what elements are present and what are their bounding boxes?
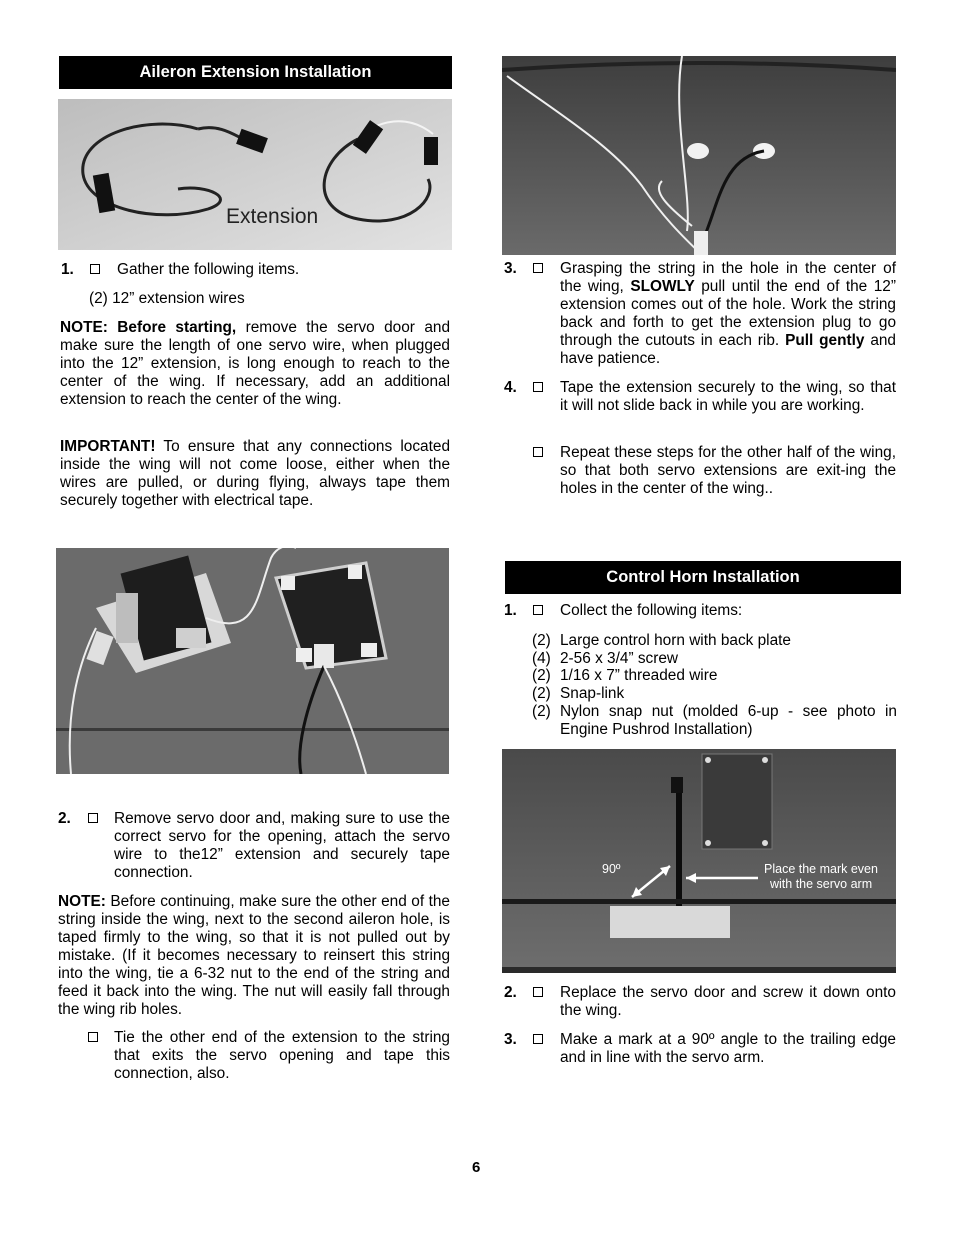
item-quantity: (2) bbox=[532, 703, 551, 720]
section-header-aileron-extension: Aileron Extension Installation bbox=[59, 56, 452, 89]
step-text-part-b: pull until the end of the 12” extension comes out of the hole. Work the string back and forth to get the extension plug to go through the cutouts in each rib. bbox=[560, 278, 896, 349]
important-label: IMPORTANT! bbox=[60, 438, 156, 455]
important-text: To ensure that any connections located inside the wing will not come loose, either when the wires are pulled, or during flying, always tape them securely together with electrical tape. bbox=[60, 438, 451, 509]
aileron-step-1 bbox=[61, 261, 451, 281]
checkbox-icon[interactable] bbox=[88, 810, 98, 828]
item-text: 1/16 x 7” threaded wire bbox=[560, 667, 718, 684]
servo-connection-photo bbox=[56, 548, 449, 774]
step-text: Replace the servo door and screw it down onto the wing. bbox=[560, 984, 896, 1019]
item-text: Large control horn with back plate bbox=[560, 632, 791, 649]
step-text-part-c: and have patience. bbox=[560, 332, 896, 367]
step-text: Collect the following items: bbox=[560, 602, 743, 619]
checkbox-icon[interactable] bbox=[533, 260, 543, 278]
item-text: 2-56 x 3/4” screw bbox=[560, 650, 679, 667]
note-label: NOTE: bbox=[58, 893, 106, 910]
checkbox-icon[interactable] bbox=[533, 379, 543, 397]
note-text: Before continuing, make sure the other end of the string inside the wing, next to the second aileron hole, is taped firmly to the wing, so that it is not pulled out by mistake. (If it becomes necessary to reinsert this string into the wing, tie a 6-32 nut to the end of the string and feed it back into the wing. The nut will easily fall through the wing rib holes. bbox=[58, 893, 450, 1018]
angle-label: 90º bbox=[602, 862, 621, 876]
extension-photo-caption: Extension bbox=[226, 205, 319, 228]
step-text-bold-slowly: SLOWLY bbox=[630, 278, 695, 295]
aileron-step-4 bbox=[504, 379, 897, 435]
control-horn-step-2 bbox=[504, 984, 897, 1022]
item-quantity: (2) bbox=[532, 632, 551, 649]
step-text bbox=[560, 260, 896, 368]
step-number: 1. bbox=[504, 602, 517, 619]
checkbox-icon[interactable] bbox=[533, 444, 543, 462]
list-item bbox=[532, 650, 897, 668]
checkbox-icon[interactable] bbox=[90, 261, 100, 279]
note-label: NOTE: Before starting, bbox=[60, 319, 237, 336]
mark-label-line-1: Place the mark even bbox=[764, 862, 878, 876]
step-text: Remove servo door and, making sure to use the correct servo for the opening, attach the servo wire to the12” extension and securely tape connection. bbox=[114, 810, 450, 881]
section-header-control-horn: Control Horn Installation bbox=[505, 561, 901, 594]
page-number: 6 bbox=[472, 1159, 481, 1176]
aileron-step-3 bbox=[504, 260, 897, 370]
mark-label-line-2: with the servo arm bbox=[770, 877, 873, 891]
step-text: Make a mark at a 90º angle to the trailing edge and in line with the servo arm. bbox=[560, 1031, 896, 1066]
note-before-starting bbox=[60, 319, 450, 409]
step-text: Tape the extension securely to the wing, so that it will not slide back in while you are working. bbox=[560, 379, 896, 414]
aileron-step-2 bbox=[58, 810, 451, 885]
item-text: Snap-link bbox=[560, 685, 625, 702]
step-number: 2. bbox=[504, 984, 517, 1001]
step-text: Gather the following items. bbox=[117, 261, 300, 278]
list-item bbox=[532, 685, 897, 703]
wing-holes-photo bbox=[502, 56, 896, 255]
control-horn-mark-photo bbox=[502, 749, 896, 973]
aileron-repeat-step bbox=[504, 444, 897, 500]
step-number: 3. bbox=[504, 260, 517, 277]
item-quantity: (2) bbox=[532, 667, 551, 684]
checkbox-icon[interactable] bbox=[533, 984, 543, 1002]
control-horn-step-3 bbox=[504, 1031, 897, 1069]
item-quantity: (2) bbox=[532, 685, 551, 702]
note-string-taped bbox=[58, 893, 450, 1019]
step-text-part-a: Grasping the string in the hole in the center of the wing, bbox=[560, 260, 896, 295]
step-number: 1. bbox=[61, 261, 74, 278]
checkbox-icon[interactable] bbox=[533, 602, 543, 620]
note-text: remove the servo door and make sure the length of one servo wire, when plugged into the 12” extension, is long enough to reach to the center of the wing. If necessary, add an additional extension to reach the center of the wing. bbox=[60, 319, 450, 408]
checkbox-icon[interactable] bbox=[88, 1029, 98, 1047]
aileron-step-1-item: (2) 12” extension wires bbox=[89, 290, 245, 307]
list-item bbox=[532, 703, 897, 739]
step-number: 4. bbox=[504, 379, 517, 396]
step-text: Repeat these steps for the other half of the wing, so that both servo extensions are exit-ing the holes in the center of the wing.. bbox=[560, 444, 896, 497]
list-item bbox=[532, 632, 897, 650]
step-text: Tie the other end of the extension to the string that exits the servo opening and tape this connection, also. bbox=[114, 1029, 450, 1082]
extension-wires-photo bbox=[58, 99, 452, 250]
step-number: 2. bbox=[58, 810, 71, 827]
item-quantity: (4) bbox=[532, 650, 551, 667]
item-text: Nylon snap nut (molded 6-up - see photo in Engine Pushrod Installation) bbox=[560, 703, 897, 738]
step-number: 3. bbox=[504, 1031, 517, 1048]
checkbox-icon[interactable] bbox=[533, 1031, 543, 1049]
list-item bbox=[532, 667, 897, 685]
important-note bbox=[60, 438, 450, 510]
control-horn-step-1 bbox=[504, 602, 897, 622]
aileron-tie-step bbox=[58, 1029, 451, 1085]
step-text-bold-pull-gently: Pull gently bbox=[785, 332, 865, 349]
